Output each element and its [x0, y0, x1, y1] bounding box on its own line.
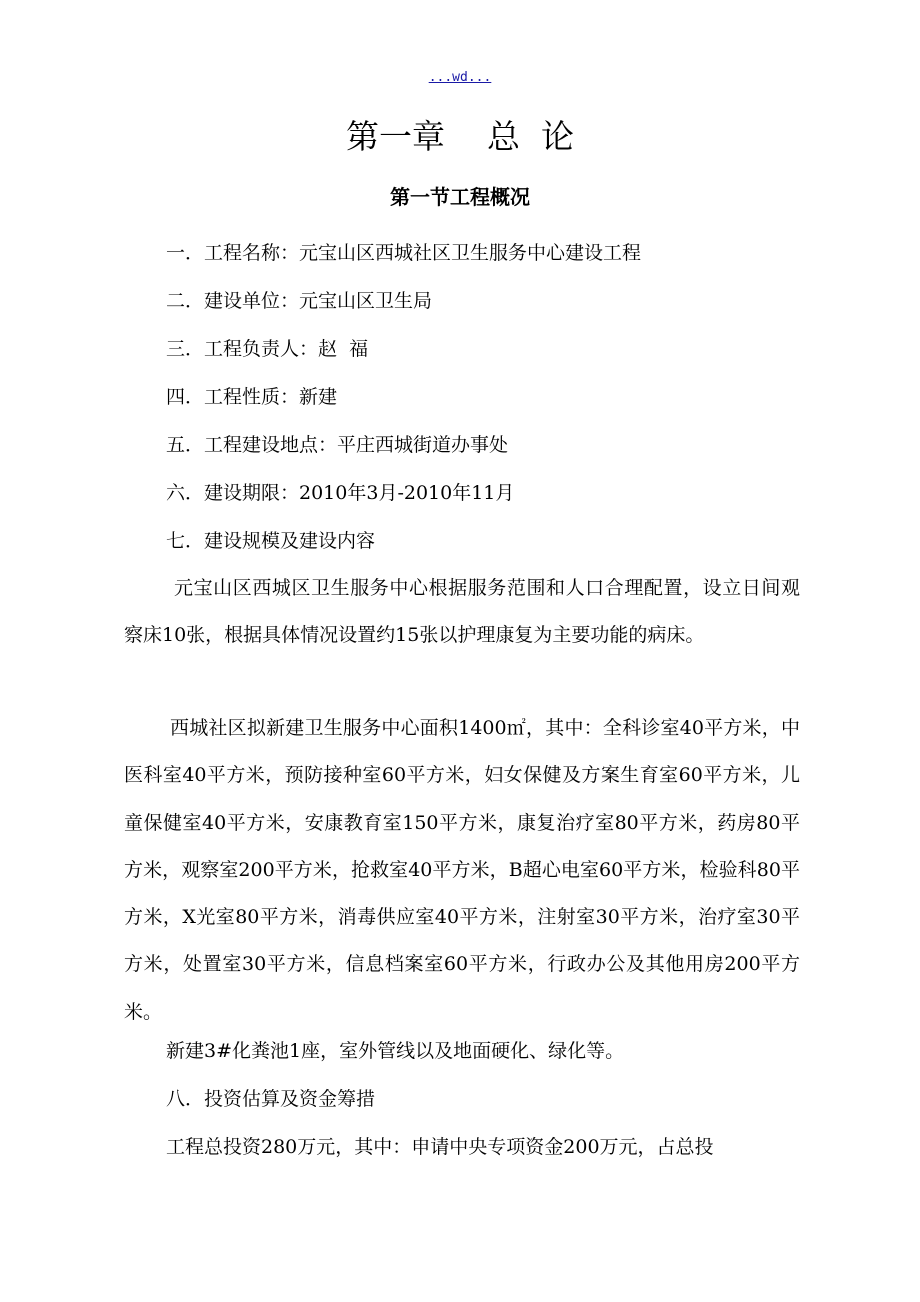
- paragraph-scale: 元宝山区西城区卫生服务中心根据服务范围和人口合理配置，设立日间观察床10张，根据具体情况设置约15张以护理康复为主要功能的病床。: [124, 577, 800, 647]
- item-builder: 二．建设单位：元宝山区卫生局: [166, 290, 433, 312]
- section-title: 第一节工程概况: [390, 185, 530, 209]
- item-project-nature: 四．工程性质：新建: [166, 386, 338, 408]
- item-project-location: 五．工程建设地点：平庄西城街道办事处: [166, 434, 509, 456]
- item-project-period: 六．建设期限：2010年3月-2010年11月: [166, 482, 515, 504]
- paragraph-investment: 工程总投资280万元，其中：申请中央专项资金200万元，占总投: [166, 1136, 714, 1158]
- item-scale-heading: 七．建设规模及建设内容: [166, 530, 376, 552]
- header-link[interactable]: ...wd...: [428, 70, 492, 85]
- item-project-name: 一．工程名称：元宝山区西城社区卫生服务中心建设工程: [166, 242, 642, 264]
- chapter-title: 第一章 总 论: [346, 117, 574, 156]
- item-project-leader: 三．工程负责人：赵 福: [166, 338, 369, 360]
- paragraph-rooms: 西城社区拟新建卫生服务中心面积1400㎡，其中：全科诊室40平方米，中医科室40平方米，预防接种室60平方米，妇女保健及方案生育室60平方米，儿童保健室40平方米，安康教育室150平方米，康复治疗室80平方米，药房80平方米，观察室200平方米，抢救室40平方米，B超心电室60平方米，检验科80平方米，X光室80平方米，消毒供应室40平方米，注射室30平方米，治疗室30平方米，处置室30平方米，信息档案室60平方米，行政办公及其他用房200平方米。: [124, 717, 800, 1023]
- item-investment-heading: 八．投资估算及资金筹措: [166, 1088, 376, 1110]
- paragraph-outdoor: 新建3#化粪池1座，室外管线以及地面硬化、绿化等。: [166, 1040, 625, 1062]
